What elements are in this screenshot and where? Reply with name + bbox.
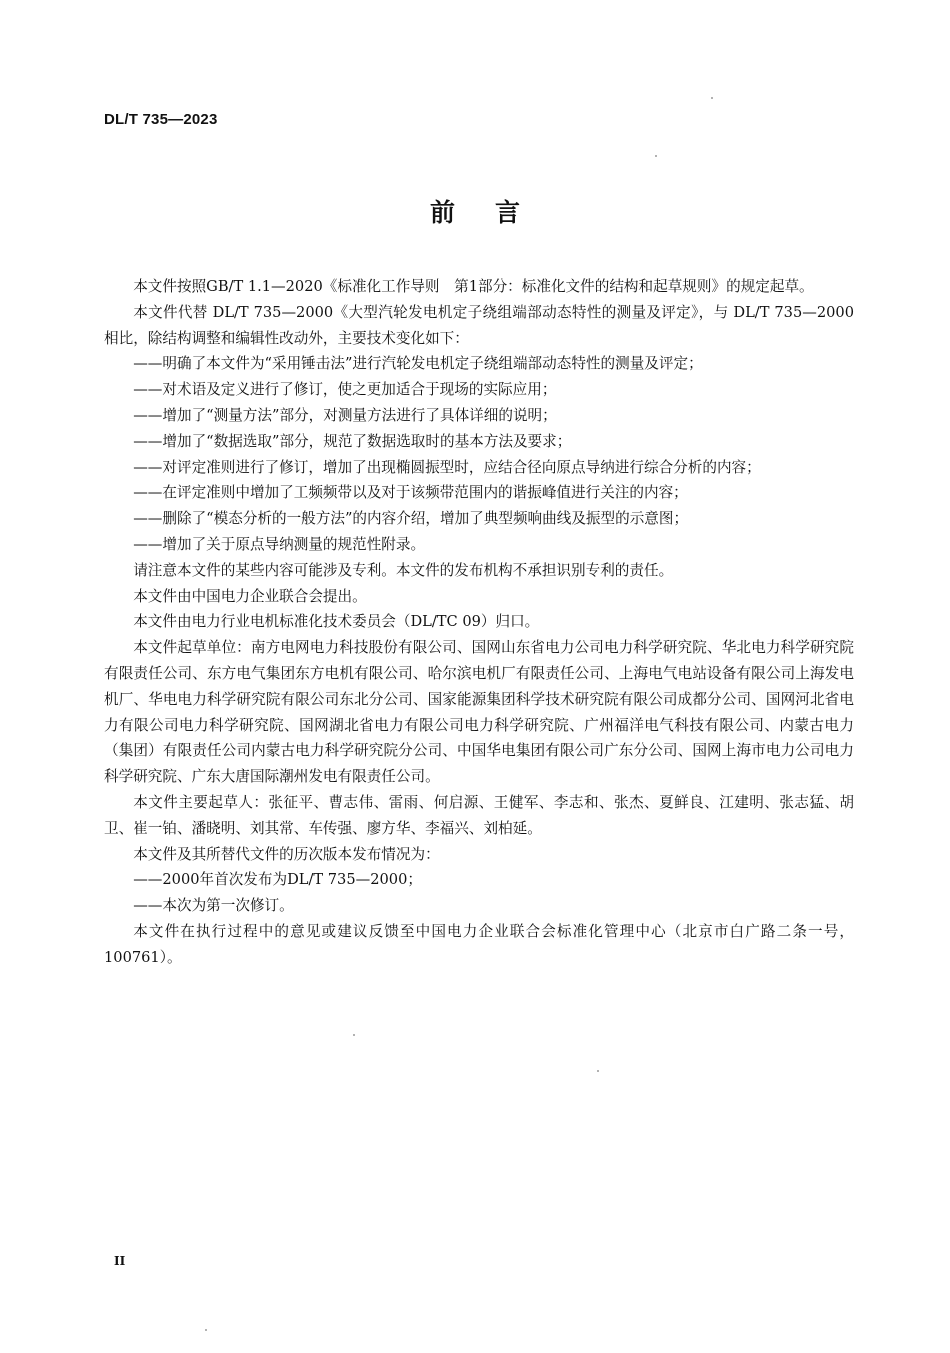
- change-item: ——明确了本文件为“采用锤击法”进行汽轮发电机定子绕组端部动态特性的测量及评定；: [133, 355, 703, 373]
- page-title: 前言: [429, 198, 560, 227]
- change-item: ——在评定准则中增加了工频频带以及对于该频带范围内的谐振峰值进行关注的内容；: [133, 484, 688, 502]
- change-item: ——增加了关于原点导纳测量的规范性附录。: [133, 535, 426, 553]
- paragraph-version-history: 本文件及其所替代文件的历次版本发布情况为：: [133, 845, 440, 863]
- history-item: ——本次为第一次修订。: [133, 897, 294, 915]
- scan-speck: [205, 1329, 207, 1331]
- change-item: ——对术语及定义进行了修订，使之更加适合于现场的实际应用；: [133, 381, 557, 399]
- paragraph-replaces: 本文件代替 DL/T 735—2000《大型汽轮发电机定子绕组端部动态特性的测量及评定》，与 DL/T 735—2000相比，除结构调整和编辑性改动外，主要技术变化如下：: [104, 303, 854, 347]
- change-item: ——删除了“模态分析的一般方法”的内容介绍，增加了典型频响曲线及振型的示意图；: [133, 510, 689, 528]
- history-item: ——2000年首次发布为DL/T 735—2000；: [133, 871, 422, 889]
- scan-speck: [655, 155, 657, 157]
- page-number: II: [114, 1254, 126, 1268]
- document-code: DL/T 735—2023: [104, 111, 218, 128]
- paragraph-patent-notice: 请注意本文件的某些内容可能涉及专利。本文件的发布机构不承担识别专利的责任。: [133, 561, 674, 579]
- change-item: ——对评定准则进行了修订，增加了出现椭圆振型时，应结合径向原点导纳进行综合分析的内容；: [133, 458, 761, 476]
- scan-speck: [711, 97, 713, 99]
- paragraph-feedback: 本文件在执行过程中的意见或建议反馈至中国电力企业联合会标准化管理中心（北京市白广路二条一号，100761）。: [104, 922, 854, 966]
- paragraph-drafting-units: 本文件起草单位：南方电网电力科技股份有限公司、国网山东省电力公司电力科学研究院、华北电力科学研究院有限责任公司、东方电气集团东方电机有限公司、哈尔滨电机厂有限责任公司、上海电气电站设备有限公司上海发电机厂、华电电力科学研究院有限公司东北分公司、国家能源集团科学技术研究院有限公司成都分公司、国网河北省电力有限公司电力科学研究院、国网湖北省电力有限公司电力科学研究院、广州福洋电气科技有限公司、内蒙古电力（集团）有限责任公司内蒙古电力科学研究院分公司、中国华电集团有限公司广东分公司、国网上海市电力公司电力科学研究院、广东大唐国际潮州发电有限责任公司。: [104, 639, 854, 786]
- scan-speck: [597, 1070, 599, 1072]
- paragraph-drafters: 本文件主要起草人：张征平、曹志伟、雷雨、何启源、王健军、李志和、张杰、夏鲜良、江建明、张志猛、胡卫、崔一铂、潘晓明、刘其常、车传强、廖方华、李福兴、刘柏延。: [104, 793, 854, 837]
- change-item: ——增加了“测量方法”部分，对测量方法进行了具体详细的说明；: [133, 406, 557, 424]
- paragraph-drafting-rules: 本文件按照GB/T 1.1—2020《标准化工作导则 第1部分：标准化文件的结构和起草规则》的规定起草。: [133, 278, 814, 295]
- paragraph-centralized-by: 本文件由电力行业电机标准化技术委员会（DL/TC 09）归口。: [133, 613, 540, 631]
- change-item: ——增加了“数据选取”部分，规范了数据选取时的基本方法及要求；: [133, 432, 572, 450]
- foreword-body: [104, 274, 854, 971]
- scan-speck: [353, 1034, 355, 1036]
- paragraph-proposed-by: 本文件由中国电力企业联合会提出。: [133, 587, 367, 605]
